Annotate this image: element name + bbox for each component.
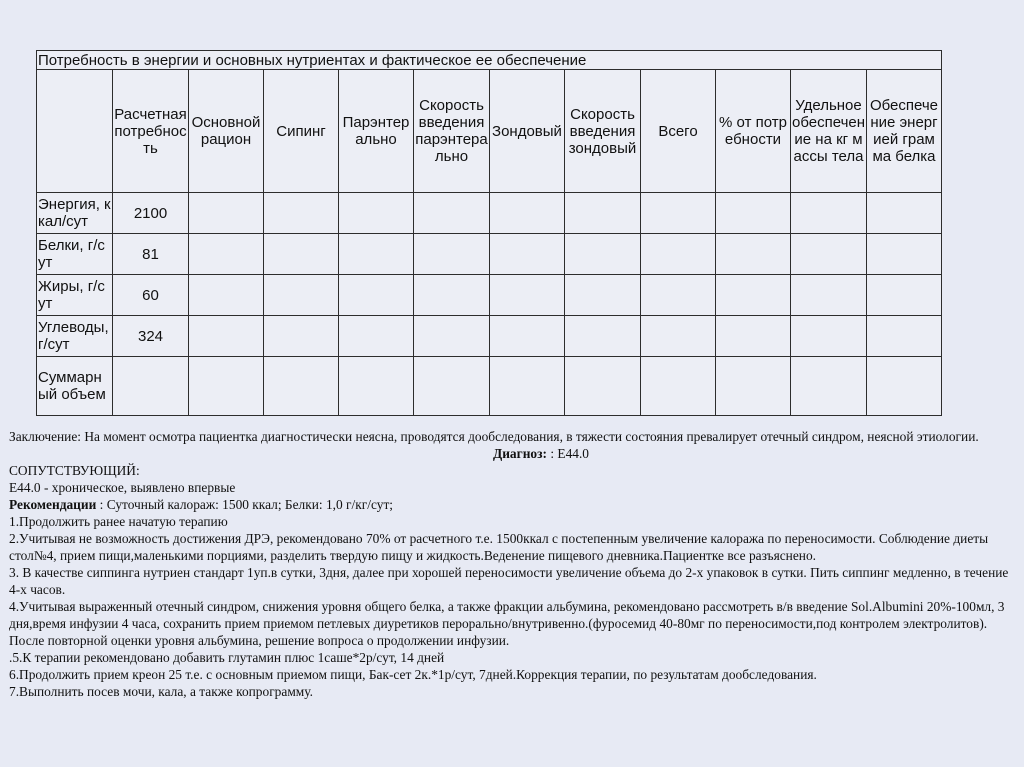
empty-cell bbox=[867, 234, 942, 275]
empty-cell bbox=[490, 193, 565, 234]
empty-cell bbox=[867, 357, 942, 416]
header-cell-main-diet: Основной рацион bbox=[189, 70, 264, 193]
header-cell-energy-per-protein: Обеспечение энергией грамма белка bbox=[867, 70, 942, 193]
empty-cell bbox=[490, 275, 565, 316]
empty-cell bbox=[867, 316, 942, 357]
empty-cell bbox=[414, 275, 490, 316]
value-energy: 2100 bbox=[113, 193, 189, 234]
table-title: Потребность в энергии и основных нутриентах и фактическое ее обеспечение bbox=[37, 51, 942, 70]
header-cell-required: Расчетная потребность bbox=[113, 70, 189, 193]
empty-cell bbox=[264, 275, 339, 316]
table-row bbox=[37, 193, 942, 234]
empty-cell bbox=[189, 275, 264, 316]
diagnosis-line bbox=[9, 445, 1013, 462]
recommendation-item-1: 1.Продолжить ранее начатую терапию bbox=[9, 514, 228, 529]
empty-cell bbox=[414, 357, 490, 416]
header-cell-sipping: Сипинг bbox=[264, 70, 339, 193]
table-title-row bbox=[37, 51, 942, 70]
empty-cell bbox=[264, 193, 339, 234]
header-cell-per-kg: Удельное обеспечение на кг массы тела bbox=[791, 70, 867, 193]
header-cell-empty bbox=[37, 70, 113, 193]
empty-cell bbox=[490, 357, 565, 416]
empty-cell bbox=[565, 316, 641, 357]
empty-cell bbox=[641, 234, 716, 275]
empty-cell bbox=[414, 316, 490, 357]
table-header-row bbox=[37, 70, 942, 193]
chronic-line: Е44.0 - хроническое, выявлено впервые bbox=[9, 480, 236, 495]
empty-cell bbox=[716, 234, 791, 275]
nutrition-table bbox=[36, 50, 942, 416]
empty-cell bbox=[339, 357, 414, 416]
empty-cell bbox=[414, 193, 490, 234]
empty-cell bbox=[339, 234, 414, 275]
empty-cell bbox=[565, 275, 641, 316]
recommendation-item-3: 3. В качестве сиппинга нутриен стандарт 1уп.в сутки, 3дня, далее при хорошей переносимости увеличение объема до 2-х упаковок в сутки. Пить сиппинг медленно, в течение 4-х часов. bbox=[9, 565, 1009, 597]
empty-cell bbox=[414, 234, 490, 275]
concomitant-heading: СОПУТСТВУЮЩИЙ: bbox=[9, 463, 140, 478]
empty-cell bbox=[716, 316, 791, 357]
empty-cell bbox=[867, 193, 942, 234]
empty-cell bbox=[264, 316, 339, 357]
empty-cell bbox=[716, 275, 791, 316]
empty-cell bbox=[716, 357, 791, 416]
table-row bbox=[37, 275, 942, 316]
empty-cell bbox=[189, 357, 264, 416]
empty-cell bbox=[791, 234, 867, 275]
empty-cell bbox=[641, 275, 716, 316]
empty-cell bbox=[189, 193, 264, 234]
table-row bbox=[37, 234, 942, 275]
diagnosis-label: Диагноз: bbox=[493, 446, 547, 461]
conclusion-text: Заключение: На момент осмотра пациентка диагностически неясна, проводятся дообследования, в тяжести состояния превалирует отечный синдром, неясной этиологии. bbox=[9, 429, 979, 444]
recommendation-item-2: 2.Учитывая не возможность достижения ДРЭ, рекомендовано 70% от расчетного т.е. 1500ккал с постепенным увеличение калоража по переносимости. Соблюдение диеты стол№4, прием пищи,маленькими порциями, разделить твердую пищу и жидкость.Веденение пищевого дневника.Пациентке все разъяснено. bbox=[9, 531, 989, 563]
empty-cell bbox=[791, 357, 867, 416]
empty-cell bbox=[339, 316, 414, 357]
value-protein: 81 bbox=[113, 234, 189, 275]
recommendation-item-6: 6.Продолжить прием креон 25 т.е. с основным приемом пищи, Бак-сет 2к.*1р/сут, 7дней.Коррекция терапии, по результатам дообследования. bbox=[9, 667, 817, 682]
table-row bbox=[37, 357, 942, 416]
empty-cell bbox=[490, 316, 565, 357]
empty-cell bbox=[867, 275, 942, 316]
empty-cell bbox=[641, 357, 716, 416]
recommendations-line bbox=[9, 496, 1013, 513]
report-text bbox=[9, 428, 1013, 700]
header-cell-parenteral-rate: Скорость введения парэнтерально bbox=[414, 70, 490, 193]
empty-cell bbox=[189, 234, 264, 275]
recommendation-item-4: 4.Учитывая выраженный отечный синдром, снижения уровня общего белка, а также фракции альбумина, рекомендовано рассмотреть в/в введение Sol.Albumini 20%-100мл, 3 дня,время инфузии 4 часа, сохранить прием приемом петлевых диуретиков перорально/внутривенно.(фуросемид 40-80мг по переносимости,под контролем электролитов). После повторной оценки уровня альбумина, решение вопроса о продолжении инфузии. bbox=[9, 599, 1005, 648]
row-label-protein: Белки, г/сут bbox=[37, 234, 113, 275]
empty-cell bbox=[565, 193, 641, 234]
empty-cell bbox=[716, 193, 791, 234]
header-cell-enteral-rate: Скорость введения зондовый bbox=[565, 70, 641, 193]
value-total-volume bbox=[113, 357, 189, 416]
header-cell-enteral: Зондовый bbox=[490, 70, 565, 193]
empty-cell bbox=[264, 234, 339, 275]
empty-cell bbox=[641, 193, 716, 234]
empty-cell bbox=[791, 275, 867, 316]
recommendations-value: : Суточный калораж: 1500 ккал; Белки: 1,0 г/кг/сут; bbox=[96, 497, 394, 512]
value-fat: 60 bbox=[113, 275, 189, 316]
header-cell-percent: % от потребности bbox=[716, 70, 791, 193]
empty-cell bbox=[791, 316, 867, 357]
header-cell-total: Всего bbox=[641, 70, 716, 193]
empty-cell bbox=[189, 316, 264, 357]
row-label-fat: Жиры, г/сут bbox=[37, 275, 113, 316]
empty-cell bbox=[490, 234, 565, 275]
value-carbs: 324 bbox=[113, 316, 189, 357]
row-label-carbs: Углеводы, г/сут bbox=[37, 316, 113, 357]
recommendation-item-5: .5.К терапии рекомендовано добавить глутамин плюс 1саше*2р/сут, 14 дней bbox=[9, 650, 445, 665]
empty-cell bbox=[791, 193, 867, 234]
recommendations-label: Рекомендации bbox=[9, 497, 97, 512]
header-cell-parenteral: Парэнтерально bbox=[339, 70, 414, 193]
empty-cell bbox=[565, 234, 641, 275]
row-label-energy: Энергия, ккал/сут bbox=[37, 193, 113, 234]
empty-cell bbox=[339, 275, 414, 316]
recommendation-item-7: 7.Выполнить посев мочи, кала, а также копрограмму. bbox=[9, 684, 313, 699]
empty-cell bbox=[339, 193, 414, 234]
row-label-total-volume: Суммарный объем bbox=[37, 357, 113, 416]
empty-cell bbox=[264, 357, 339, 416]
diagnosis-value: : Е44.0 bbox=[546, 446, 589, 461]
empty-cell bbox=[641, 316, 716, 357]
empty-cell bbox=[565, 357, 641, 416]
table-row bbox=[37, 316, 942, 357]
